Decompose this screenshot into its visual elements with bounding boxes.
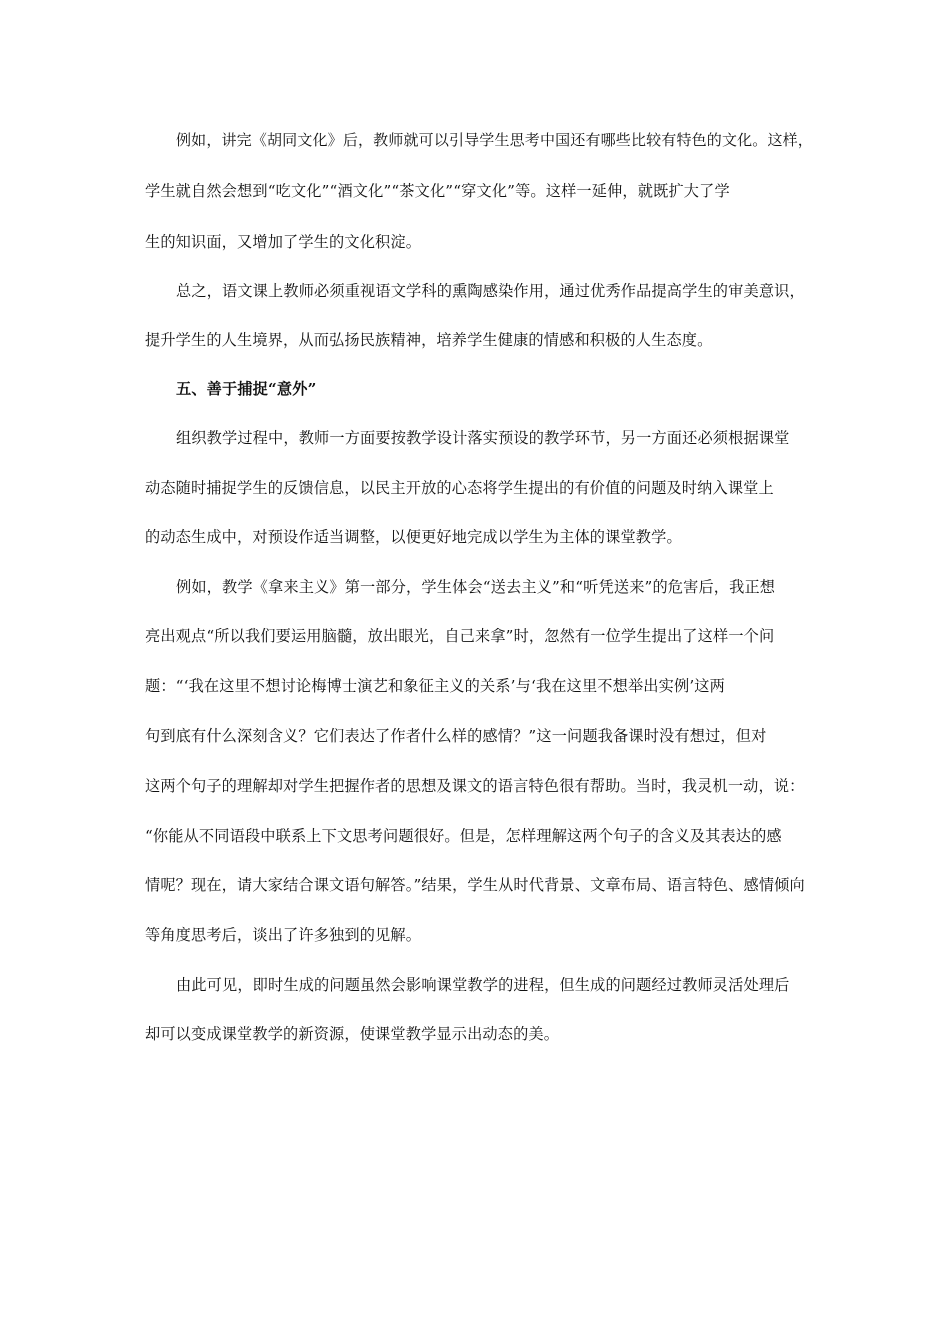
- text-line: 总之，语文课上教师必须重视语文学科的熏陶感染作用，通过优秀作品提高学生的审美意识，: [176, 282, 805, 300]
- text-line: 题：“‘我在这里不想讨论梅博士演艺和象征主义的关系’与‘我在这里不想举出实例’这两: [145, 677, 725, 695]
- section-heading: 五、善于捕捉“意外”: [176, 380, 317, 398]
- text-line: 句到底有什么深刻含义？它们表达了作者什么样的感情？”这一问题我备课时没有想过，但对: [145, 727, 767, 745]
- text-line: 等角度思考后，谈出了许多独到的见解。: [145, 926, 422, 944]
- text-line: 的动态生成中，对预设作适当调整，以便更好地完成以学生为主体的课堂教学。: [145, 528, 682, 546]
- text-line: 组织教学过程中，教师一方面要按教学设计落实预设的教学环节，另一方面还必须根据课堂: [176, 429, 790, 447]
- text-line: 动态随时捕捉学生的反馈信息，以民主开放的心态将学生提出的有价值的问题及时纳入课堂上: [145, 479, 774, 497]
- text-line: 学生就自然会想到“吃文化”“酒文化”“茶文化”“穿文化”等。这样一延伸，就既扩大了学: [145, 182, 730, 200]
- text-line: 生的知识面，又增加了学生的文化积淀。: [145, 233, 422, 251]
- text-line: 由此可见，即时生成的问题虽然会影响课堂教学的进程，但生成的问题经过教师灵活处理后: [176, 976, 790, 994]
- text-line: 例如，讲完《胡同文化》后，教师就可以引导学生思考中国还有哪些比较有特色的文化。这样，: [176, 131, 813, 149]
- text-line: 亮出观点“所以我们要运用脑髓，放出眼光，自己来拿”时，忽然有一位学生提出了这样一个问: [145, 627, 775, 645]
- text-line: “你能从不同语段中联系上下文思考问题很好。但是，怎样理解这两个句子的含义及其表达的感: [145, 827, 782, 845]
- text-line: 例如，教学《拿来主义》第一部分，学生体会“送去主义”和“听凭送来”的危害后，我正想: [176, 578, 776, 596]
- text-line: 这两个句子的理解却对学生把握作者的思想及课文的语言特色很有帮助。当时，我灵机一动，说：: [145, 777, 805, 795]
- text-line: 提升学生的人生境界，从而弘扬民族精神，培养学生健康的情感和积极的人生态度。: [145, 331, 713, 349]
- text-line: 情呢？现在，请大家结合课文语句解答。”结果，学生从时代背景、文章布局、语言特色、感情倾向: [145, 876, 805, 894]
- text-line: 却可以变成课堂教学的新资源，使课堂教学显示出动态的美。: [145, 1025, 560, 1043]
